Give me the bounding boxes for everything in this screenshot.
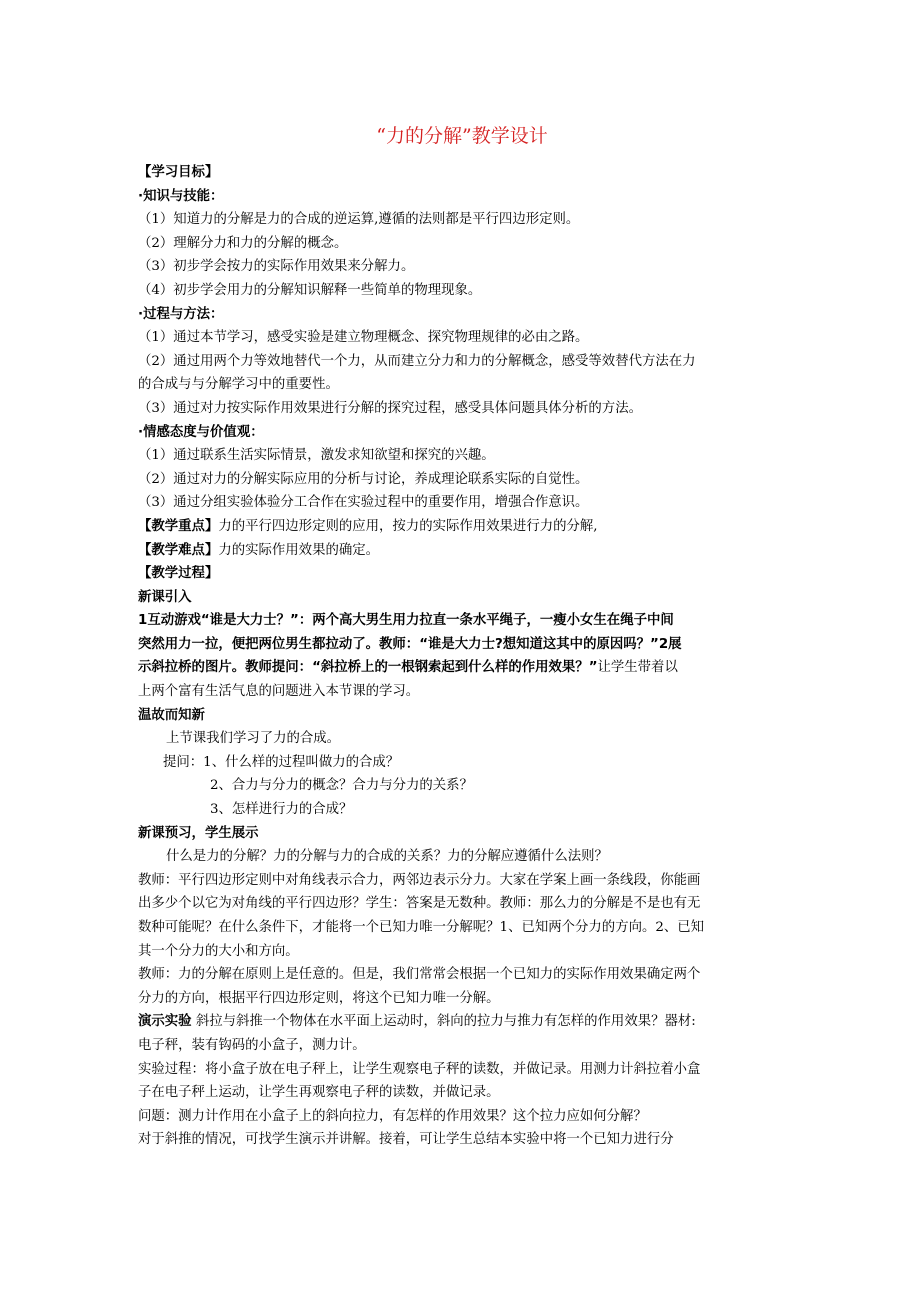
teaching-difficulty-text: 力的实际作用效果的确定。 xyxy=(218,542,380,558)
teaching-key-text: 力的平行四边形定则的应用，按力的实际作用效果进行力的分解, xyxy=(218,518,598,534)
experiment-line-1: 实验过程：将小盒子放在电子秤上，让学生观察电子秤的读数，并做记录。用测力计斜拉着小盒 xyxy=(138,1061,701,1077)
process-item-3: （3）通过对力按实际作用效果进行分解的探究过程，感受具体问题具体分析的方法。 xyxy=(138,400,642,416)
teaching-difficulty xyxy=(138,539,786,563)
teacher-para-2-line-1: 教师：力的分解在原则上是任意的。但是，我们常常会根据一个已知力的实际作用效果确定两个 xyxy=(138,967,701,983)
subsection-knowledge-skills: ·知识与技能： xyxy=(138,188,224,204)
teacher-para-1-line-3: 数种可能呢？在什么条件下，才能将一个已知力唯一分解呢？1、已知两个分力的方向。2、已知 xyxy=(138,920,705,935)
intro-line-3-normal: 让学生带着以 xyxy=(597,660,678,676)
emotion-item-3: （3）通过分组实验体验分工合作在实验过程中的重要作用，增强合作意识。 xyxy=(138,495,589,511)
preview-questions: 什么是力的分解？力的分解与力的合成的关系？力的分解应遵循什么法则？ xyxy=(166,849,608,865)
section-teaching-process: 【教学过程】 xyxy=(138,566,219,582)
page-title: “力的分解”教学设计 xyxy=(376,125,548,147)
intro-line-1: 1互动游戏“谁是大力士？”：两个高大男生用力拉直一条水平绳子，一瘦小女生在绳子中间 xyxy=(138,613,674,629)
subsection-emotion-values: ·情感态度与价值观： xyxy=(138,424,264,440)
knowledge-item-4: （4）初步学会用力的分解知识解释一些简单的物理现象。 xyxy=(138,282,482,298)
review-question-1: 提问：1、什么样的过程叫做力的合成？ xyxy=(163,754,400,770)
question-line: 问题：测力计作用在小盒子上的斜向拉力，有怎样的作用效果？这个拉力应如何分解？ xyxy=(138,1108,647,1124)
teacher-para-2-line-2: 分力的方向，根据平行四边形定则，将这个已知力唯一分解。 xyxy=(138,990,500,1006)
knowledge-item-3: （3）初步学会按力的实际作用效果来分解力。 xyxy=(138,259,415,275)
subsection-process-methods: ·过程与方法： xyxy=(138,306,224,322)
section-learning-goals: 【学习目标】 xyxy=(138,165,219,180)
emotion-item-2: （2）通过对力的分解实际应用的分析与讨论，养成理论联系实际的自觉性。 xyxy=(138,471,589,487)
intro-line-3 xyxy=(138,656,786,680)
teaching-difficulty-label: 【教学难点】 xyxy=(138,542,219,558)
demo-label: 演示实验 xyxy=(138,1014,192,1030)
intro-line-4: 上两个富有生活气息的问题进入本节课的学习。 xyxy=(138,684,420,700)
intro-line-3-bold: 示斜拉桥的图片。教师提问：“斜拉桥上的一根钢索起到什么样的作用效果？” xyxy=(138,660,598,676)
teacher-para-1-line-2: 出多少个以它为对角线的平行四边形？学生：答案是无数种。教师：那么力的分解是不是也有无 xyxy=(138,896,701,912)
demo-line-1 xyxy=(138,1010,786,1034)
teacher-para-1-line-1: 教师：平行四边形定则中对角线表示合力，两邻边表示分力。大家在学案上画一条线段，你能画 xyxy=(138,872,701,888)
process-item-2-line-1: （2）通过用两个力等效地替代一个力，从而建立分力和力的分解概念，感受等效替代方法在力 xyxy=(138,353,696,369)
emotion-item-1: （1）通过联系生活实际情景，激发求知欲望和探究的兴趣。 xyxy=(138,448,495,464)
heading-new-lesson-intro: 新课引入 xyxy=(138,589,192,605)
document-page xyxy=(138,124,786,1152)
last-line: 对于斜推的情况，可找学生演示并讲解。接着，可让学生总结本实验中将一个已知力进行分 xyxy=(138,1132,674,1148)
teaching-key-label: 【教学重点】 xyxy=(138,518,219,534)
knowledge-item-1: （1）知道力的分解是力的合成的逆运算,遵循的法则都是平行四边形定则。 xyxy=(138,212,580,228)
heading-preview: 新课预习，学生展示 xyxy=(138,825,259,841)
review-line: 上节课我们学习了力的合成。 xyxy=(166,731,341,747)
process-item-1: （1）通过本节学习，感受实验是建立物理概念、探究物理规律的必由之路。 xyxy=(138,330,589,346)
intro-line-2: 突然用力一拉，便把两位男生都拉动了。教师：“谁是大力士?想知道这其中的原因吗？”2展 xyxy=(138,636,682,652)
teacher-para-1-line-4: 其一个分力的大小和方向。 xyxy=(138,943,299,959)
teaching-key-point xyxy=(138,515,786,539)
heading-review: 温故而知新 xyxy=(138,707,205,723)
review-question-3: 3、怎样进行力的合成？ xyxy=(210,802,353,818)
review-question-2: 2、合力与分力的概念？合力与分力的关系？ xyxy=(210,778,473,794)
demo-line-2: 电子秤，装有钩码的小盒子，测力计。 xyxy=(138,1037,366,1053)
process-item-2-line-2: 的合成与与分解学习中的重要性。 xyxy=(138,377,339,393)
demo-text: 斜拉与斜推一个物体在水平面上运动时，斜向的拉力与推力有怎样的作用效果？器材: xyxy=(191,1014,696,1030)
experiment-line-2: 子在电子秤上运动，让学生再观察电子秤的读数，并做记录。 xyxy=(138,1085,500,1101)
knowledge-item-2: （2）理解分力和力的分解的概念。 xyxy=(138,235,348,251)
